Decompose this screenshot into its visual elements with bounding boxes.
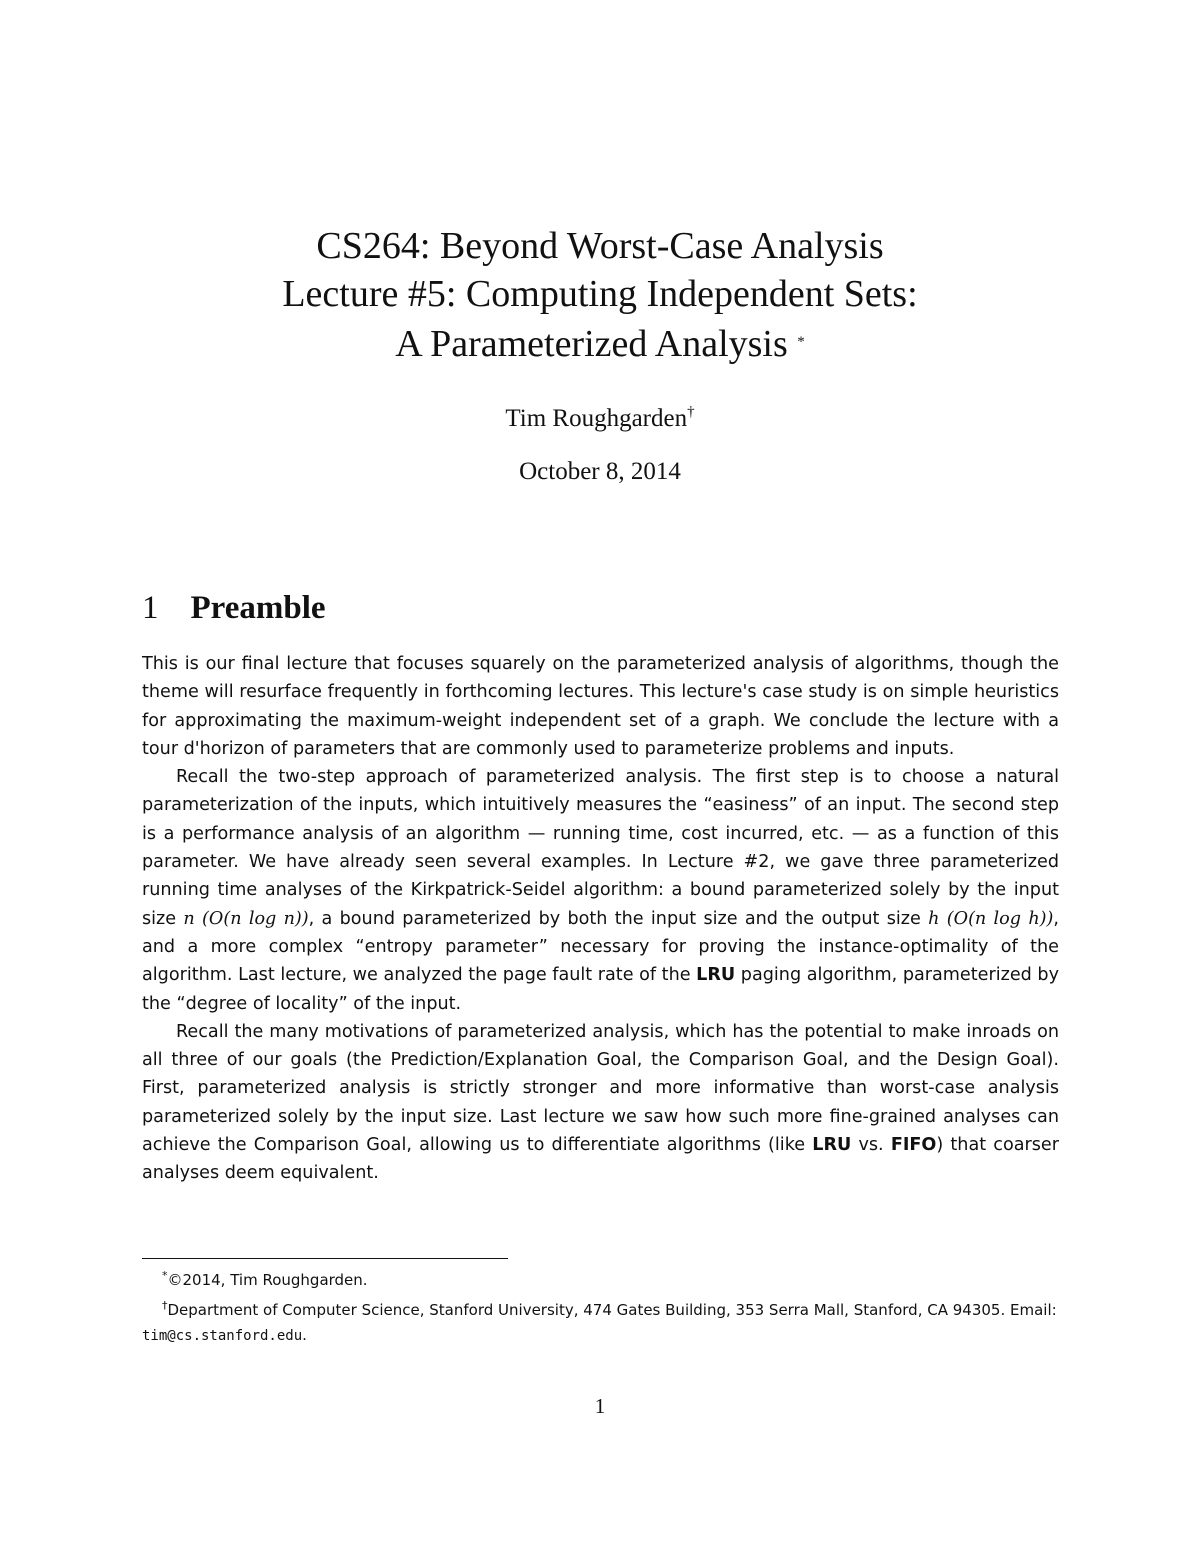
- paragraph-1: This is our final lecture that focuses squarely on the parameterized analysis of algorithms, though the theme will resurface frequently in forthcoming lectures. This lecture's case study is on simple heuristics for approximating the maximum-weight independent set of a graph. We conclude the lecture with a tour d'horizon of parameters that are commonly used to parameterize problems and inputs.: [142, 654, 1059, 759]
- math-h: h: [928, 908, 940, 929]
- paragraph-3-part-a: Recall the many motivations of parameterized analysis, which has the potential to make inroads on all three of our goals (the Prediction/Explanation Goal, the Comparison Goal, and the Design Goal). First, parameterized analysis is strictly stronger and more informative than worst-case analysis parameterized solely by the input size. Last lecture we saw how such more fine-grained analyses can achieve the Comparison Goal, allowing us to differentiate algorithms (like: [142, 1021, 1059, 1156]
- paragraph-2-part-d: paging algorithm, parameterized by the “degree of locality” of the input.: [142, 965, 1059, 1014]
- paragraph-3-part-b: ) that coarser analyses deem equivalent.: [142, 1135, 1059, 1184]
- page-number: 1: [594, 1394, 606, 1418]
- footnotes: [142, 1263, 1059, 1349]
- fifo-term: FIFO: [890, 1135, 937, 1156]
- footnote-1-text: ©2014, Tim Roughgarden.: [167, 1271, 368, 1289]
- author-email: tim@cs.stanford.edu: [142, 1328, 303, 1344]
- lru-term: LRU: [696, 965, 736, 986]
- title-line-1: CS264: Beyond Worst-Case Analysis: [316, 225, 884, 267]
- title-line-3: [0, 318, 1200, 368]
- body-text: [142, 650, 1059, 1188]
- publication-date: October 8, 2014: [519, 458, 681, 485]
- paragraph-2: [142, 763, 1059, 1018]
- paragraph-2-part-a: Recall the two-step approach of parameterized analysis. The first step is to choose a natural parameterization of the inputs, which intuitively measures the “easiness” of an input. The second step is a performance analysis of an algorithm — running time, cost incurred, etc. — as a function of this parameter. We have already seen several examples. In Lecture #2, we gave three parameterized running time analyses of the Kirkpatrick-Seidel algorithm: a bound parameterized solely by the input size: [142, 767, 1059, 929]
- section-heading: [142, 590, 326, 627]
- math-big-o-n-log-h: (O(n log h)): [946, 908, 1054, 929]
- title-line-3-text: A Parameterized Analysis: [395, 323, 788, 365]
- section-title: Preamble: [190, 590, 326, 626]
- math-big-o-n-log-n: (O(n log n)): [202, 908, 309, 929]
- lru-term-2: LRU: [812, 1135, 852, 1156]
- footnote-2-mark: †: [162, 1299, 168, 1312]
- footnote-2-text: Department of Computer Science, Stanford University, 474 Gates Building, 353 Serra Mall, Stanford, CA 94305. Email:: [167, 1301, 1057, 1319]
- paragraph-2-part-b: , a bound parameterized by both the input size and the output size: [308, 908, 929, 929]
- vs-text: vs.: [851, 1135, 891, 1156]
- footnote-1-mark: *: [162, 1269, 168, 1282]
- footnote-1: [142, 1263, 1059, 1293]
- author-footnote-mark: †: [687, 404, 695, 420]
- math-n: n: [183, 908, 195, 929]
- section-number: 1: [142, 590, 159, 626]
- footnote-divider: [142, 1258, 508, 1259]
- author: [0, 404, 1200, 433]
- author-name: Tim Roughgarden: [505, 405, 688, 432]
- paper-title: [0, 222, 1200, 368]
- footnote-2-end: .: [302, 1326, 307, 1344]
- title-line-2: Lecture #5: Computing Independent Sets:: [282, 273, 918, 315]
- paragraph-3: [142, 1018, 1059, 1188]
- footnote-2: [142, 1293, 1059, 1349]
- paragraph-2-part-c: , and a more complex “entropy parameter” necessary for proving the instance-optimality of the algorithm. Last lecture, we analyzed the page fault rate of the: [142, 908, 1059, 986]
- title-footnote-mark: *: [797, 334, 805, 350]
